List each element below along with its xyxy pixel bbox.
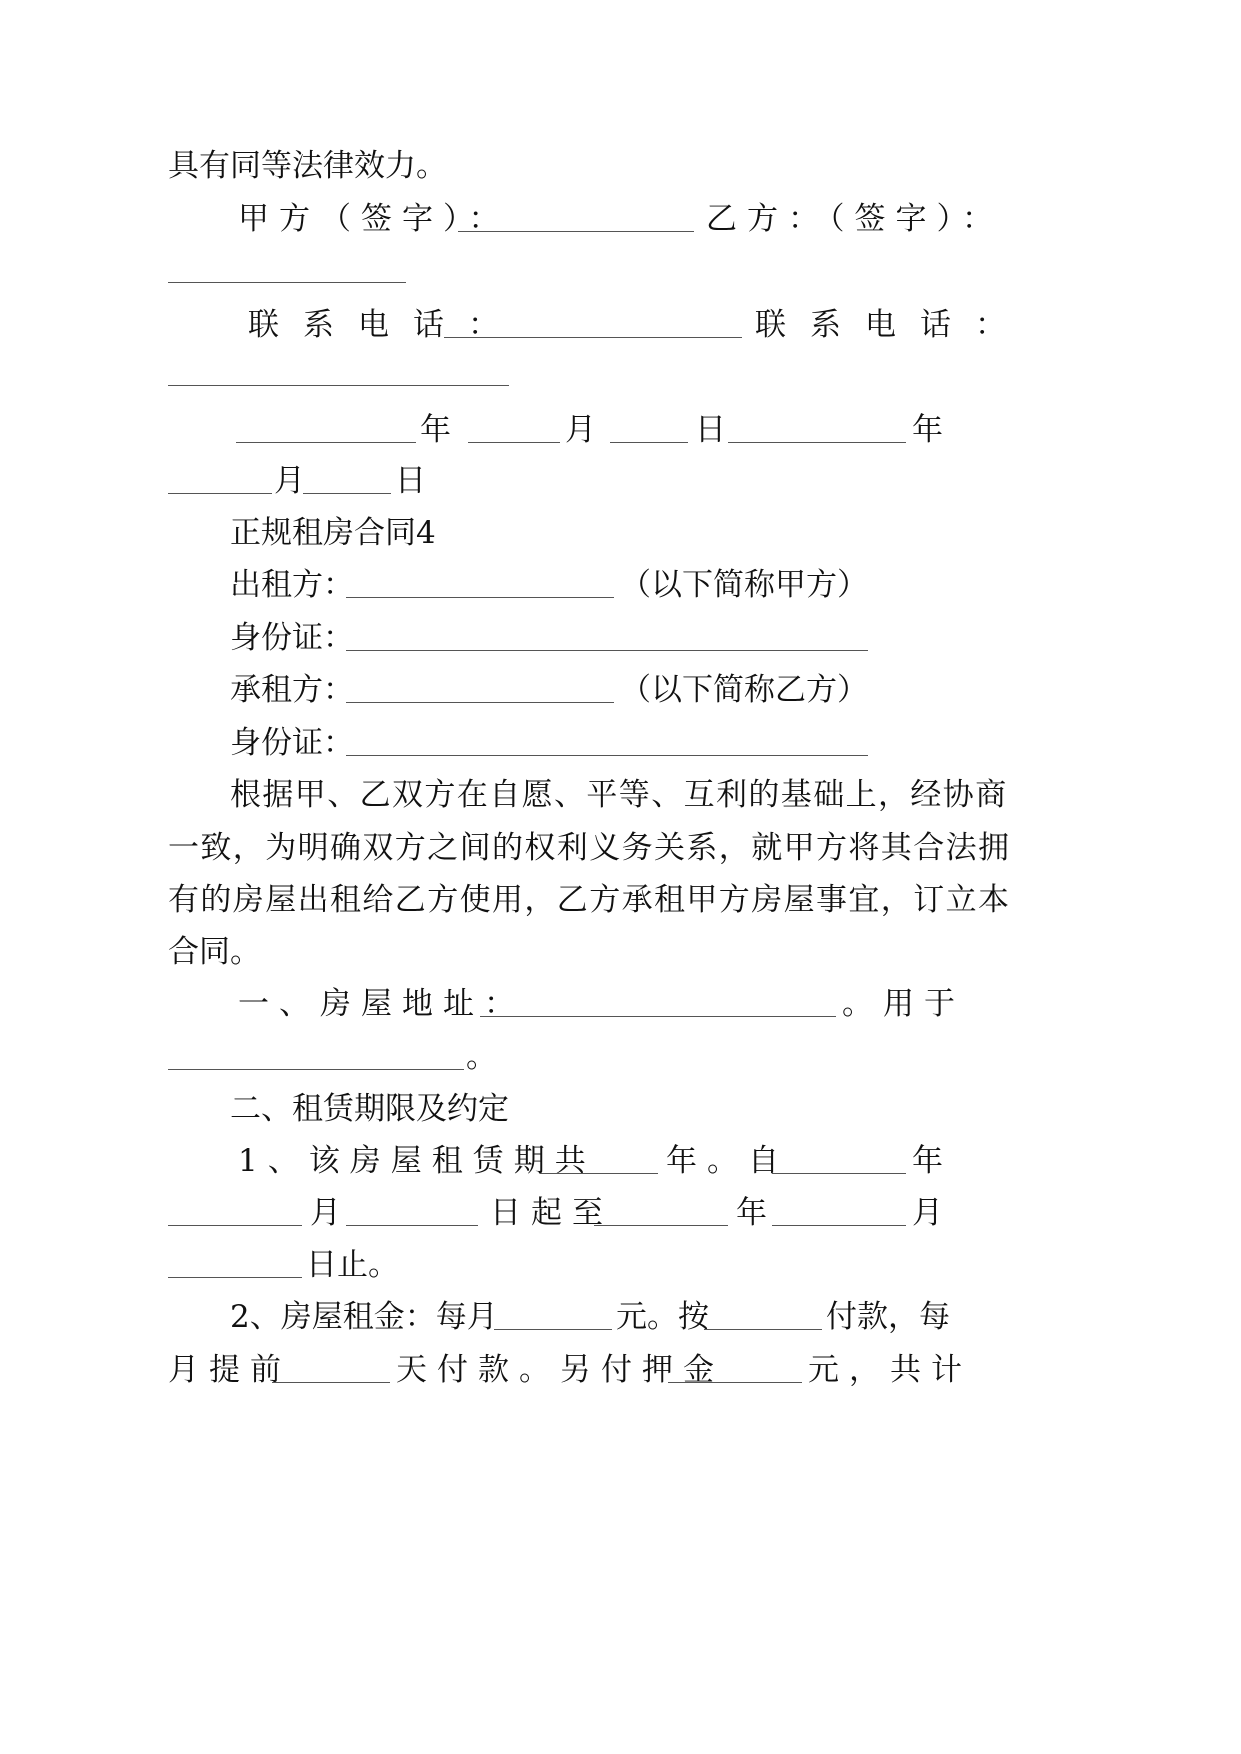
advance-label: 月提前: [168, 1352, 291, 1388]
party-a-phone-blank[interactable]: [444, 337, 742, 338]
phone-line: [0, 296, 1241, 354]
term-line: [0, 1236, 1241, 1294]
party-a-phone-label: 联系电话：: [248, 307, 523, 343]
total-label: 元，共计: [808, 1352, 972, 1388]
month-label: 月: [310, 1195, 341, 1231]
date-line: [0, 401, 1241, 459]
day-label: 日: [395, 463, 426, 499]
day-blank[interactable]: [303, 493, 391, 494]
party-b-phone-label: 联系电话：: [755, 307, 1030, 343]
from-to-label: 日起至: [490, 1195, 613, 1231]
lessor-label: 出租方：: [230, 567, 354, 603]
year-label: 年: [420, 412, 451, 448]
text-line: [0, 819, 1241, 877]
lessor-id-line: [0, 609, 1241, 667]
payment-method-blank[interactable]: [704, 1329, 822, 1330]
month-blank[interactable]: [468, 442, 560, 443]
lessor-line: [0, 556, 1241, 614]
lessor-id-blank[interactable]: [346, 650, 868, 651]
party-a-signature-blank[interactable]: [458, 231, 694, 232]
end-year-blank[interactable]: [594, 1225, 728, 1226]
section-heading: 二、租赁期限及约定: [230, 1091, 509, 1127]
text-line: [0, 923, 1241, 981]
id-card-label: 身份证：: [230, 620, 354, 656]
party-b-phone-blank[interactable]: [168, 385, 509, 386]
rent-line: [0, 1341, 1241, 1399]
start-year-blank[interactable]: [772, 1173, 906, 1174]
end-label: 日止。: [306, 1247, 399, 1283]
term-label: 1、该房屋租赁期共: [238, 1143, 596, 1179]
lessor-blank[interactable]: [346, 597, 614, 598]
signature-line: [0, 190, 1241, 248]
contract-title: 正规租房合同4: [230, 515, 436, 551]
lessee-blank[interactable]: [346, 702, 614, 703]
term-from-label: 年。自: [666, 1143, 789, 1179]
start-day-blank[interactable]: [346, 1225, 478, 1226]
text-line: [0, 871, 1241, 929]
monthly-rent-blank[interactable]: [494, 1329, 612, 1330]
paragraph-text: 一致，为明确双方之间的权利义务关系，就甲方将其合法拥: [168, 830, 1011, 866]
address-label: 一、房屋地址：: [238, 986, 525, 1022]
lessee-id-blank[interactable]: [346, 755, 868, 756]
text-line: [0, 766, 1241, 824]
year-label: 年: [736, 1195, 767, 1231]
month-blank[interactable]: [168, 493, 272, 494]
rent-line: [0, 1288, 1241, 1346]
rent-label: 2、房屋租金：每月: [230, 1299, 498, 1335]
party-b-signature-blank[interactable]: [168, 282, 406, 283]
text-line: [0, 137, 1241, 195]
deposit-label: 天付款。另付押金: [396, 1352, 724, 1388]
usage-blank[interactable]: [168, 1069, 464, 1070]
day-label: 日: [695, 412, 726, 448]
start-month-blank[interactable]: [168, 1225, 302, 1226]
address-line: [0, 975, 1241, 1033]
usage-line: [0, 1028, 1241, 1086]
term-line: [0, 1184, 1241, 1242]
month-label: 月: [274, 463, 305, 499]
term-line: [0, 1132, 1241, 1190]
end-month-blank[interactable]: [772, 1225, 906, 1226]
paragraph-text: 具有同等法律效力。: [168, 148, 447, 184]
party-a-signature-label: 甲方（签字）：: [238, 201, 510, 237]
deposit-blank[interactable]: [668, 1382, 802, 1383]
lessor-note: （以下简称甲方）: [620, 567, 868, 603]
section-title-line: [0, 504, 1241, 562]
year-label: 年: [912, 1143, 943, 1179]
month-label: 月: [565, 412, 596, 448]
paragraph-text: 合同。: [168, 934, 261, 970]
rent-each-label: 付款，每: [826, 1299, 950, 1335]
lessee-note: （以下简称乙方）: [620, 672, 868, 708]
day-blank[interactable]: [610, 442, 688, 443]
end-day-blank[interactable]: [168, 1277, 302, 1278]
month-label: 月: [912, 1195, 943, 1231]
address-blank[interactable]: [480, 1016, 836, 1017]
section-heading-line: [0, 1080, 1241, 1138]
term-years-blank[interactable]: [540, 1173, 658, 1174]
year-label: 年: [912, 412, 943, 448]
year-blank[interactable]: [236, 442, 416, 443]
usage-label: 。用于: [842, 986, 965, 1022]
lessee-id-line: [0, 714, 1241, 772]
lessee-label: 承租方：: [230, 672, 354, 708]
paragraph-text: 有的房屋出租给乙方使用，乙方承租甲方房屋事宜，订立本: [168, 882, 1011, 918]
lessee-line: [0, 661, 1241, 719]
period-mark: 。: [466, 1039, 497, 1075]
paragraph-text: 根据甲、乙双方在自愿、平等、互利的基础上，经协商: [230, 777, 1008, 813]
id-card-label: 身份证：: [230, 725, 354, 761]
year-blank[interactable]: [728, 442, 906, 443]
rent-pay-label: 元。按: [616, 1299, 709, 1335]
party-b-signature-label: 乙方：（签字）：: [706, 201, 1003, 237]
advance-days-blank[interactable]: [272, 1382, 390, 1383]
date-line: [0, 452, 1241, 510]
